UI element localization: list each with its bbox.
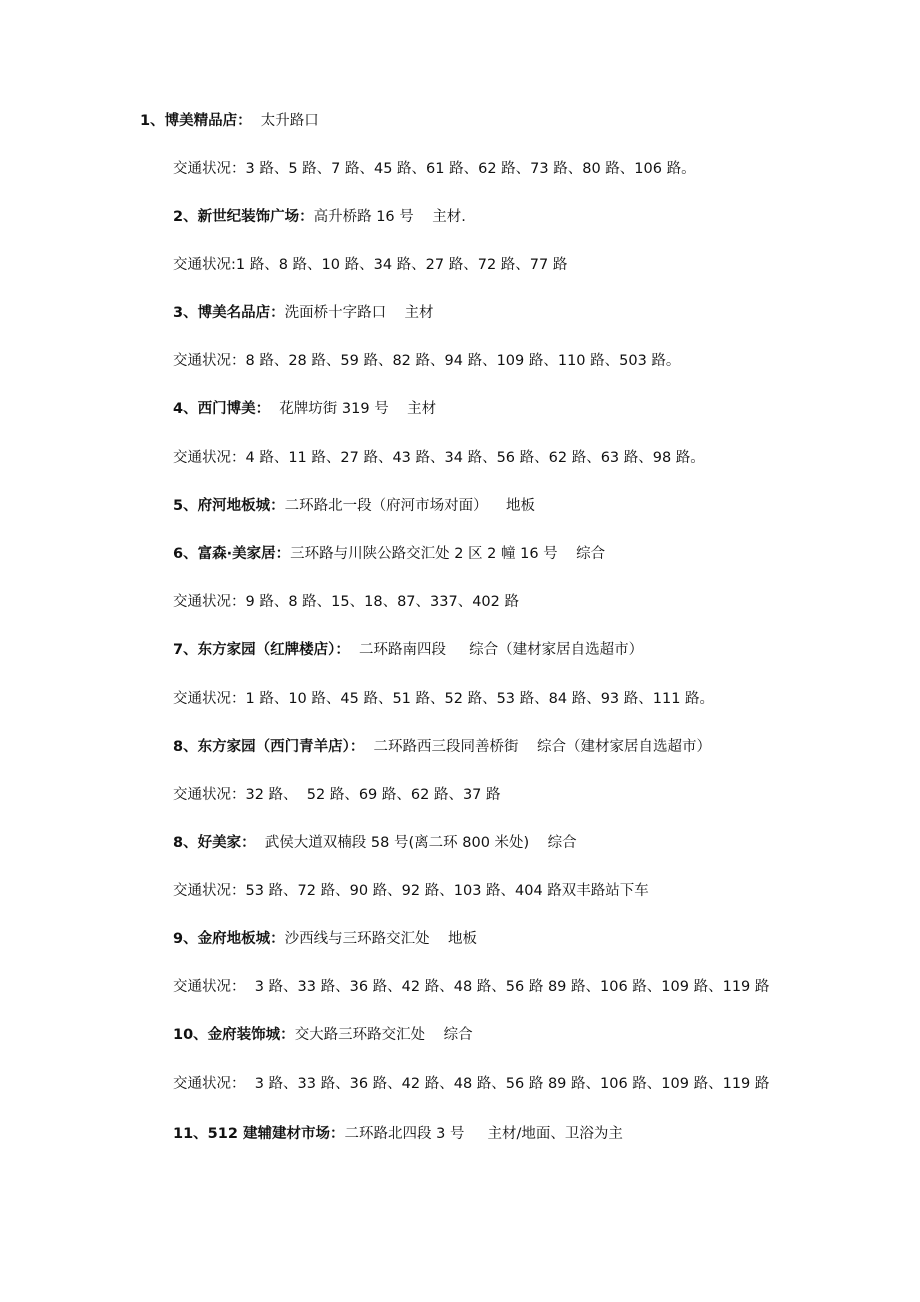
store-address: 武侯大道双楠段 58 号(离二环 800 米处) 综合 — [255, 835, 577, 851]
store-name: 10、金府装饰城： — [173, 1027, 295, 1043]
bus-routes: 交通状况：32 路、 52 路、69 路、62 路、37 路 — [173, 787, 501, 803]
traffic-info-line — [173, 590, 519, 614]
store-address: 沙西线与三环路交汇处 地板 — [284, 931, 478, 947]
bus-routes: 交通状况：8 路、28 路、59 路、82 路、94 路、109 路、110 路、503 路。 — [173, 353, 681, 369]
bus-routes: 交通状况：4 路、11 路、27 路、43 路、34 路、56 路、62 路、63 路、98 路。 — [173, 450, 705, 466]
store-address: 二环路北四段 3 号 主材/地面、卫浴为主 — [344, 1126, 623, 1142]
store-heading-line — [173, 927, 477, 951]
traffic-info-line — [173, 1072, 769, 1096]
store-heading-line — [173, 301, 434, 325]
store-address: 花牌坊街 319 号 主材 — [270, 401, 437, 417]
store-name: 9、金府地板城： — [173, 931, 285, 947]
traffic-info-line — [173, 349, 680, 373]
store-address: 太升路口 — [251, 113, 319, 129]
store-name: 8、东方家园（西门青羊店）： — [173, 739, 365, 755]
traffic-info-line — [173, 157, 696, 181]
store-heading-line — [173, 542, 605, 566]
store-heading-line — [173, 1023, 473, 1047]
traffic-info-line — [173, 879, 649, 903]
traffic-info-line — [173, 687, 714, 711]
bus-routes: 交通状况：3 路、5 路、7 路、45 路、61 路、62 路、73 路、80 路、106 路。 — [173, 161, 696, 177]
bus-routes: 交通状况:1 路、8 路、10 路、34 路、27 路、72 路、77 路 — [173, 257, 568, 273]
traffic-info-line — [173, 446, 705, 470]
store-name: 4、西门博美： — [173, 401, 271, 417]
bus-routes: 交通状况： 3 路、33 路、36 路、42 路、48 路、56 路 89 路、106 路、109 路、119 路 — [173, 979, 770, 995]
store-address: 二环路西三段同善桥街 综合（建材家居自选超市） — [364, 739, 711, 755]
store-name: 5、府河地板城： — [173, 498, 285, 514]
bus-routes: 交通状况：9 路、8 路、15、18、87、337、402 路 — [173, 594, 519, 610]
store-heading-line — [173, 831, 577, 855]
store-address: 二环路南四段 综合（建材家居自选超市） — [349, 642, 644, 658]
store-name: 7、东方家园（红牌楼店）： — [173, 642, 350, 658]
bus-routes: 交通状况：1 路、10 路、45 路、51 路、52 路、53 路、84 路、93 路、111 路。 — [173, 691, 715, 707]
store-address: 洗面桥十字路口 主材 — [284, 305, 434, 321]
store-heading-line — [173, 1122, 623, 1146]
store-name: 11、512 建辅建材市场： — [173, 1126, 345, 1142]
store-address: 三环路与川陕公路交汇处 2 区 2 幢 16 号 综合 — [290, 546, 606, 562]
store-heading-line — [140, 109, 319, 133]
store-address: 交大路三环路交汇处 综合 — [294, 1027, 473, 1043]
bus-routes: 交通状况： 3 路、33 路、36 路、42 路、48 路、56 路 89 路、106 路、109 路、119 路 — [173, 1076, 770, 1092]
store-heading-line — [173, 735, 711, 759]
store-address: 二环路北一段（府河市场对面） 地板 — [284, 498, 536, 514]
store-heading-line — [173, 638, 643, 662]
traffic-info-line — [173, 975, 769, 999]
traffic-info-line — [173, 253, 567, 277]
store-name: 1、博美精品店： — [140, 113, 252, 129]
store-name: 3、博美名品店： — [173, 305, 285, 321]
store-address: 高升桥路 16 号 主材. — [313, 209, 466, 225]
store-heading-line — [173, 397, 436, 421]
store-heading-line — [173, 494, 535, 518]
store-name: 8、好美家： — [173, 835, 256, 851]
store-name: 6、富森·美家居： — [173, 546, 291, 562]
store-heading-line — [173, 205, 466, 229]
bus-routes: 交通状况：53 路、72 路、90 路、92 路、103 路、404 路双丰路站下车 — [173, 883, 649, 899]
store-name: 2、新世纪装饰广场： — [173, 209, 314, 225]
traffic-info-line — [173, 783, 501, 807]
